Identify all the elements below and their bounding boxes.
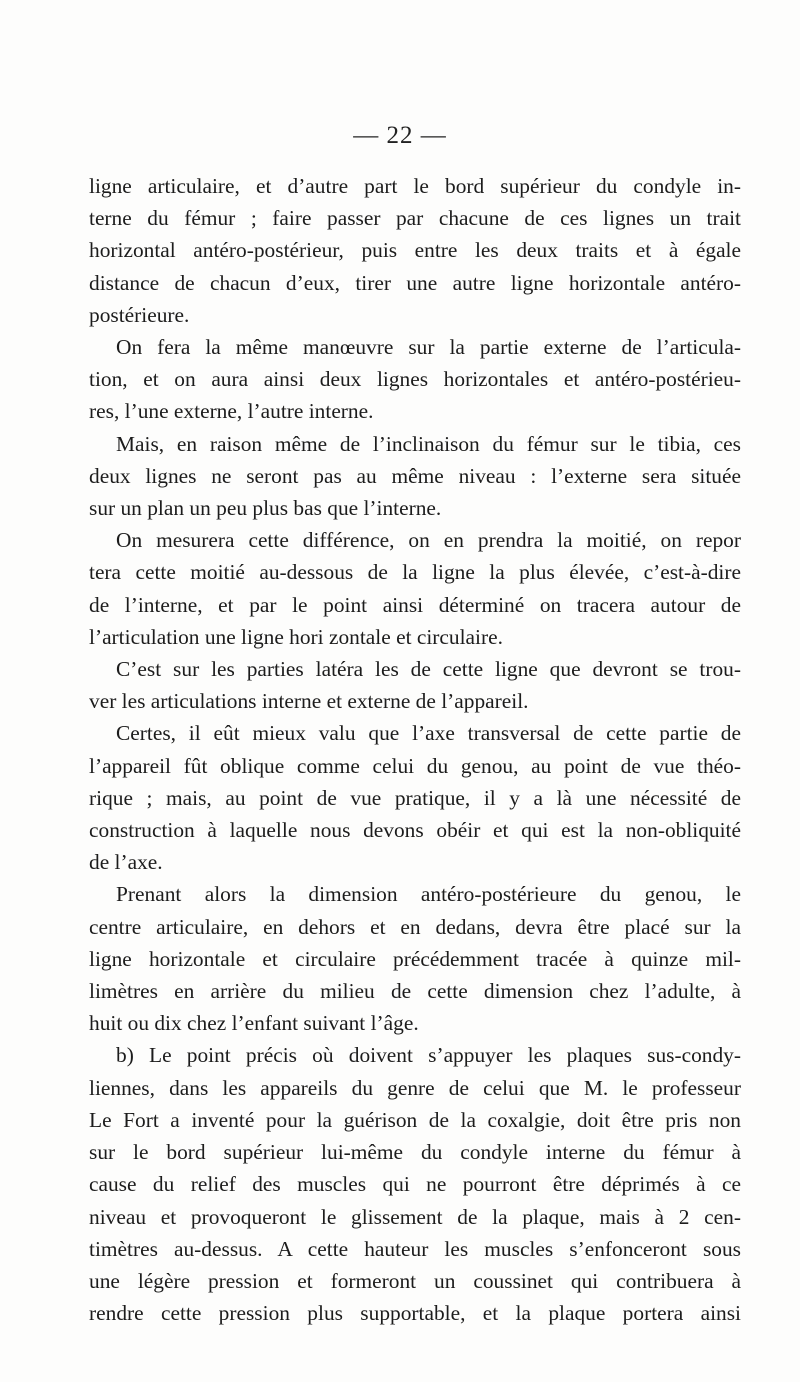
- text-line: terne du fémur ; faire passer par chacune de ces lignes un trait: [89, 206, 741, 231]
- text-line: tion, et on aura ainsi deux lignes horizontales et antéro-postérieu-: [89, 367, 741, 392]
- text-line: C’est sur les parties latéra les de cette ligne que devront se trou-: [116, 657, 741, 682]
- text-line: deux lignes ne seront pas au même niveau : l’externe sera située: [89, 463, 741, 488]
- text-line: construction à laquelle nous devons obéir et qui est la non-obliquité: [89, 818, 741, 843]
- text-line: res, l’une externe, l’autre interne.: [89, 399, 374, 424]
- text-line: rique ; mais, au point de vue pratique, il y a là une nécessité de: [89, 785, 741, 810]
- text-line: ver les articulations interne et externe de l’appareil.: [89, 689, 529, 714]
- text-line: On mesurera cette différence, on en prendra la moitié, on repor: [116, 528, 741, 553]
- text-line: liennes, dans les appareils du genre de celui que M. le professeur: [89, 1075, 741, 1100]
- text-line: l’articulation une ligne hori zontale et circulaire.: [89, 624, 503, 649]
- text-line: Le Fort a inventé pour la guérison de la coxalgie, doit être pris non: [89, 1107, 741, 1132]
- paragraph: [89, 524, 741, 653]
- text-line: distance de chacun d’eux, tirer une autre ligne horizontale antéro-: [89, 270, 741, 295]
- paragraph: [89, 428, 741, 525]
- body-text: [89, 170, 741, 1329]
- text-line: horizontal antéro-postérieur, puis entre les deux traits et à égale: [89, 238, 741, 263]
- text-line: b) Le point précis où doivent s’appuyer les plaques sus-condy-: [116, 1043, 741, 1068]
- text-line: rendre cette pression plus supportable, et la plaque portera ainsi: [89, 1301, 741, 1326]
- text-line: l’appareil fût oblique comme celui du genou, au point de vue théo-: [89, 753, 741, 778]
- paragraph: [89, 331, 741, 428]
- paragraph: [89, 717, 741, 878]
- page-number: — 22 —: [353, 122, 447, 149]
- text-line: limètres en arrière du milieu de cette dimension chez l’adulte, à: [89, 979, 741, 1004]
- text-line: sur un plan un peu plus bas que l’interne.: [89, 496, 442, 521]
- text-line: une légère pression et formeront un coussinet qui contribuera à: [89, 1268, 741, 1293]
- text-line: huit ou dix chez l’enfant suivant l’âge.: [89, 1011, 419, 1036]
- text-line: ligne articulaire, et d’autre part le bord supérieur du condyle in-: [89, 174, 741, 198]
- text-line: timètres au-dessus. A cette hauteur les muscles s’enfonceront sous: [89, 1236, 741, 1261]
- text-line: postérieure.: [89, 302, 190, 327]
- text-line: tera cette moitié au-dessous de la ligne la plus élevée, c’est-à-dire: [89, 560, 741, 585]
- text-line: de l’axe.: [89, 850, 163, 875]
- paragraph: [89, 653, 741, 717]
- paragraph: [89, 1039, 741, 1329]
- text-line: sur le bord supérieur lui-même du condyle interne du fémur à: [89, 1140, 741, 1165]
- paragraph: [89, 170, 741, 331]
- text-line: cause du relief des muscles qui ne pourront être déprimés à ce: [89, 1172, 741, 1197]
- text-line: centre articulaire, en dehors et en dedans, devra être placé sur la: [89, 914, 741, 939]
- text-line: Mais, en raison même de l’inclinaison du fémur sur le tibia, ces: [116, 431, 741, 456]
- text-line: de l’interne, et par le point ainsi déterminé on tracera autour de: [89, 592, 741, 617]
- text-line: Certes, il eût mieux valu que l’axe transversal de cette partie de: [116, 721, 741, 746]
- text-line: Prenant alors la dimension antéro-postérieure du genou, le: [116, 882, 741, 907]
- text-line: ligne horizontale et circulaire précédemment tracée à quinze mil-: [89, 946, 741, 971]
- text-line: On fera la même manœuvre sur la partie externe de l’articula-: [116, 335, 741, 360]
- paragraph: [89, 878, 741, 1039]
- text-line: niveau et provoqueront le glissement de la plaque, mais à 2 cen-: [89, 1204, 741, 1229]
